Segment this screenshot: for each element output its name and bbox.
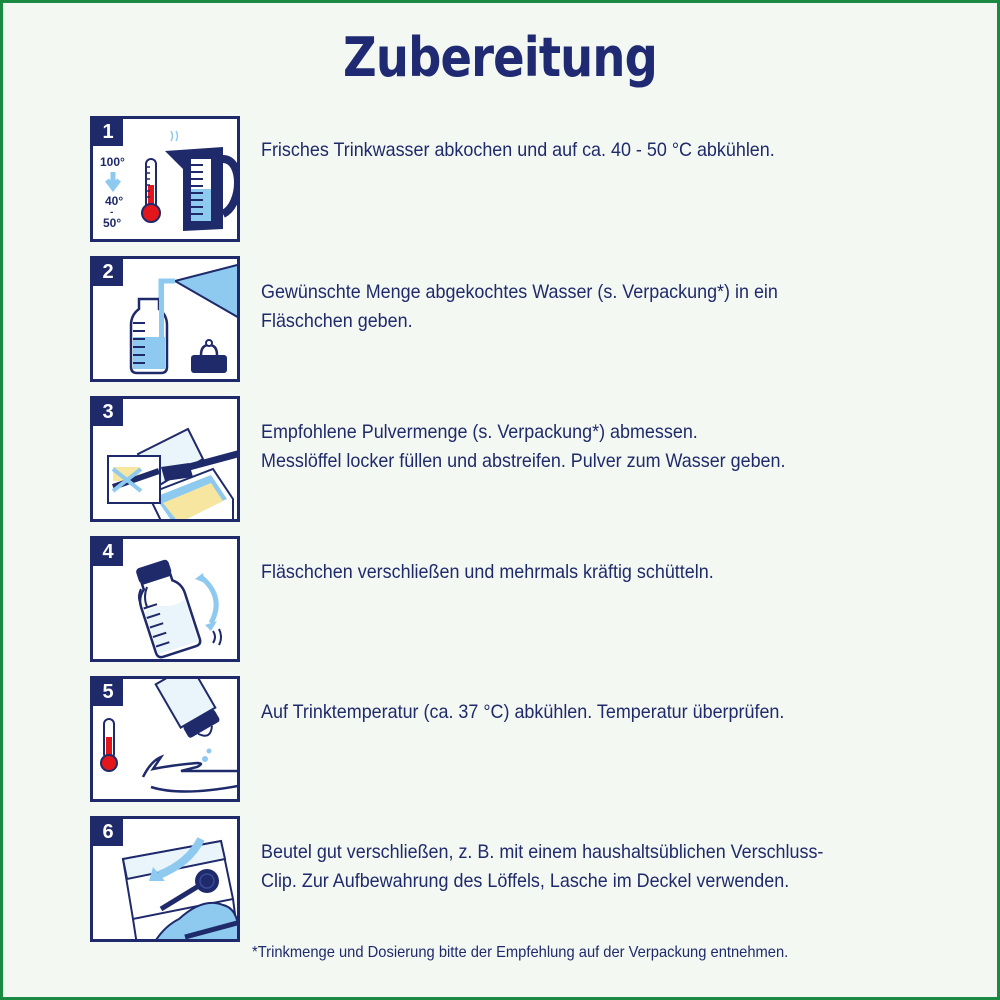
step-1-illustration [90,116,240,242]
step-number: 4 [93,539,123,566]
temp-100-label: 100° [100,155,125,169]
instruction-line: Beutel gut verschließen, z. B. mit einem haushaltsüblichen Verschluss- [261,841,824,863]
page-title: Zubereitung [343,26,657,89]
instruction-line: Gewünschte Menge abgekochtes Wasser (s. Verpackung*) in ein [261,281,778,303]
step-5 [90,676,920,802]
instruction-line: Fläschchen verschließen und mehrmals kräftig schütteln. [261,561,714,583]
step-6-instruction [261,838,823,896]
step-2-instruction [261,278,778,336]
svg-text:40°: 40° [105,194,124,208]
step-number: 5 [93,679,123,706]
step-2 [90,256,920,382]
step-1 [90,116,920,242]
step-3-illustration [90,396,240,522]
step-6 [90,816,920,942]
footnote: *Trinkmenge und Dosierung bitte der Empfehlung auf der Verpackung entnehmen. [252,944,789,961]
step-2-illustration [90,256,240,382]
step-4-illustration [90,536,240,662]
step-number: 3 [93,399,123,426]
instruction-line: Messlöffel locker füllen und abstreifen. Pulver zum Wasser geben. [261,450,786,472]
step-3 [90,396,920,522]
step-number: 6 [93,819,123,846]
instruction-line: Empfohlene Pulvermenge (s. Verpackung*) abmessen. [261,421,698,443]
instruction-line: Auf Trinktemperatur (ca. 37 °C) abkühlen. Temperatur überprüfen. [261,701,785,723]
instruction-line: Frisches Trinkwasser abkochen und auf ca. 40 - 50 °C abkühlen. [261,139,775,161]
step-3-instruction [261,418,786,476]
step-5-instruction [261,698,784,727]
step-4 [90,536,920,662]
instruction-line: Fläschchen geben. [261,310,413,332]
step-1-instruction [261,136,775,165]
step-4-instruction [261,558,714,587]
svg-text:50°: 50° [103,216,122,230]
instruction-line: Clip. Zur Aufbewahrung des Löffels, Lasche im Deckel verwenden. [261,870,790,892]
step-number: 2 [93,259,123,286]
step-5-illustration [90,676,240,802]
svg-text:-: - [110,207,114,218]
step-number: 1 [93,119,123,146]
step-6-illustration [90,816,240,942]
